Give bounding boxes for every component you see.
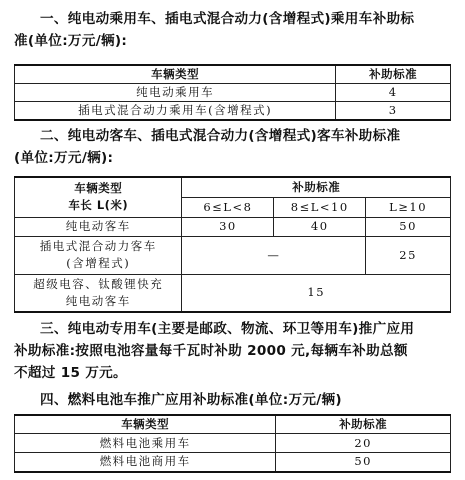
table4-header-subsidy: 补助标准	[276, 415, 451, 434]
section1-heading	[14, 8, 454, 52]
table1-header-subsidy: 补助标准	[336, 65, 451, 84]
table2-cell-value: 50	[366, 217, 451, 236]
table1-cell-type: 纯电动乘用车	[15, 84, 336, 102]
section2-heading	[14, 125, 454, 169]
table1-cell-value: 3	[336, 102, 451, 121]
table2-cell-type: 纯电动客车	[15, 217, 182, 236]
table1-cell-value: 4	[336, 84, 451, 102]
table-row	[15, 217, 451, 236]
section4-heading: 四、燃料电池车推广应用补助标准(单位:万元/辆)	[40, 392, 342, 408]
section1-heading-line1: 一、纯电动乘用车、插电式混合动力(含增程式)乘用车补助标	[40, 11, 415, 27]
table-row	[15, 102, 451, 121]
table1-header-type: 车辆类型	[15, 65, 336, 84]
table2-header-type-line1: 车辆类型	[74, 181, 123, 196]
section3-line2: 补助标准:按照电池容量每千瓦时补助 2000 元,每辆车补助总额	[14, 343, 408, 359]
table4-cell-value: 50	[276, 453, 451, 472]
table2-length-col: 8≤L<10	[274, 197, 366, 217]
section1-heading-line2: 准(单位:万元/辆):	[14, 33, 128, 49]
table2-cell-value: 25	[366, 236, 451, 274]
table-row	[15, 434, 451, 453]
table2-header-type	[15, 177, 182, 217]
table4-cell-value: 20	[276, 434, 451, 453]
table2-cell-type	[15, 274, 182, 312]
section2-table	[14, 176, 451, 313]
table-row	[15, 274, 451, 312]
table-row	[15, 236, 451, 274]
table2-cell-value: 30	[182, 217, 274, 236]
section2-heading-line2: (单位:万元/辆):	[14, 150, 114, 166]
table-row	[15, 84, 451, 102]
table2-length-col: 6≤L<8	[182, 197, 274, 217]
table2-cell-type	[15, 236, 182, 274]
section3-line3: 不超过 15 万元。	[14, 365, 127, 381]
table2-cell-type-line2: 纯电动客车	[65, 293, 131, 308]
table4-header-type: 车辆类型	[15, 415, 276, 434]
table2-cell-merged-all: 15	[182, 274, 451, 312]
table1-cell-type: 插电式混合动力乘用车(含增程式)	[15, 102, 336, 121]
section1-table	[14, 64, 451, 121]
table2-header-type-line2: 车长 L(米)	[68, 198, 129, 213]
section3-line1: 三、纯电动专用车(主要是邮政、物流、环卫等用车)推广应用	[40, 321, 415, 337]
table4-cell-type: 燃料电池商用车	[15, 453, 276, 472]
table2-cell-type-line1: 插电式混合动力客车	[39, 239, 157, 253]
section2-heading-line1: 二、纯电动客车、插电式混合动力(含增程式)客车补助标准	[40, 128, 401, 144]
section3-paragraph	[14, 318, 454, 384]
table2-cell-merged-dash: —	[182, 236, 366, 274]
table2-header-subsidy: 补助标准	[182, 177, 451, 197]
table2-length-col: L≥10	[366, 197, 451, 217]
section4-table	[14, 414, 451, 473]
table-row	[15, 453, 451, 472]
table2-cell-value: 40	[274, 217, 366, 236]
table2-cell-type-line2: (含增程式)	[66, 256, 131, 270]
table4-cell-type: 燃料电池乘用车	[15, 434, 276, 453]
table2-cell-type-line1: 超级电容、钛酸锂快充	[33, 276, 164, 291]
